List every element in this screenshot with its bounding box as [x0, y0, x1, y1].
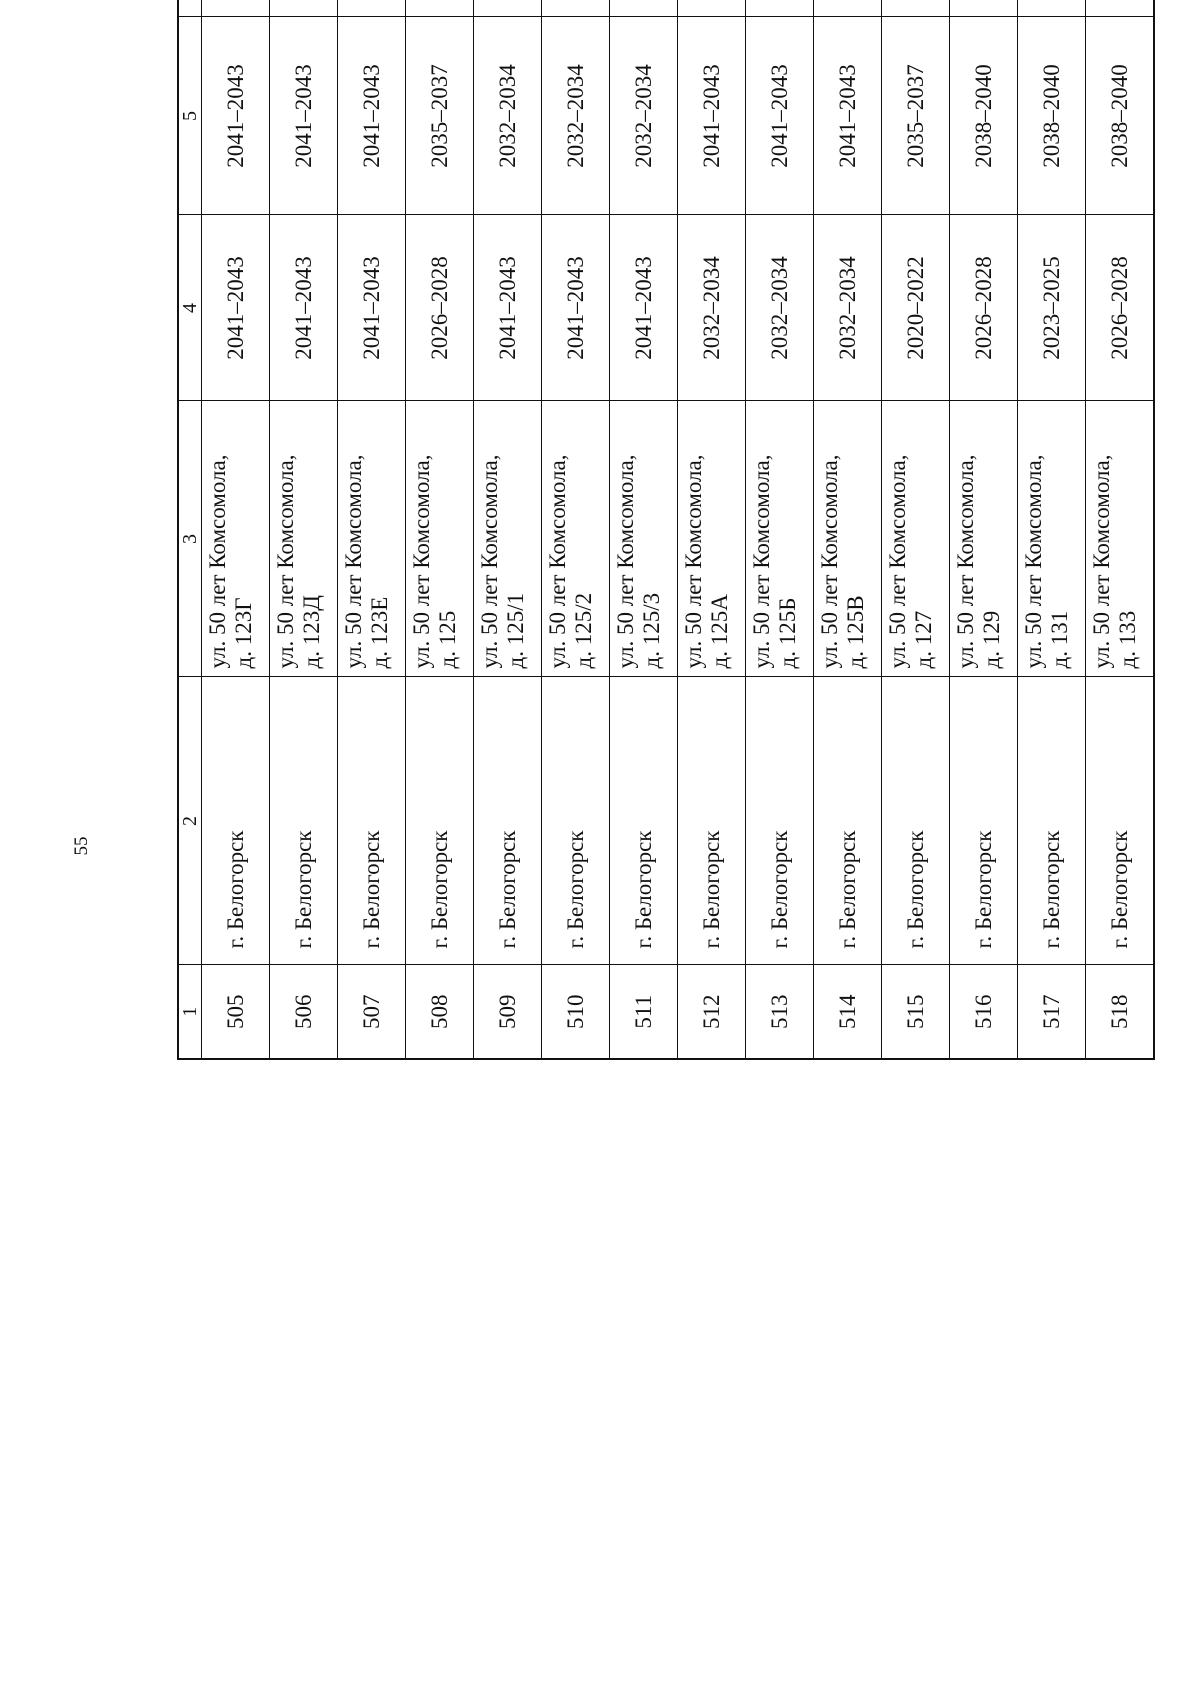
address-house: д. 125/1 — [503, 592, 528, 669]
address-house: д. 125/3 — [639, 592, 664, 669]
column-header — [178, 0, 202, 17]
period-cell-col6 — [406, 0, 474, 17]
city-cell: г. Белогорск — [338, 677, 406, 965]
address-cell — [338, 401, 406, 677]
period-cell-col4: 2041–2043 — [542, 215, 610, 401]
period-cell-col6 — [610, 0, 678, 17]
city-cell: г. Белогорск — [270, 677, 338, 965]
table-row — [270, 0, 338, 1059]
address-cell — [746, 401, 814, 677]
period-cell-col6 — [1018, 0, 1086, 17]
address-cell — [406, 401, 474, 677]
address-cell — [678, 401, 746, 677]
address-street: ул. 50 лет Комсомола, — [1089, 454, 1114, 669]
row-number-cell: 506 — [270, 965, 338, 1059]
period-cell-col5: 2041–2043 — [678, 17, 746, 215]
address-house: д. 131 — [1047, 610, 1072, 669]
row-number-cell: 505 — [202, 965, 270, 1059]
table-row — [542, 0, 610, 1059]
period-cell-col5: 2032–2034 — [610, 17, 678, 215]
column-header: 4 — [178, 215, 202, 401]
address-cell — [950, 401, 1018, 677]
address-street: ул. 50 лет Комсомола, — [341, 454, 366, 669]
period-cell-col6 — [1086, 0, 1155, 17]
row-number-cell: 515 — [882, 965, 950, 1059]
period-cell-col6 — [678, 0, 746, 17]
page-number: 55 — [71, 836, 92, 856]
period-cell-col5: 2038–2040 — [1018, 17, 1086, 215]
address-cell — [814, 401, 882, 677]
row-number-cell: 510 — [542, 965, 610, 1059]
period-cell-col4: 2026–2028 — [1086, 215, 1155, 401]
column-header: 1 — [178, 965, 202, 1059]
row-number-cell: 507 — [338, 965, 406, 1059]
row-number-cell: 508 — [406, 965, 474, 1059]
table-container — [177, 64, 1140, 1584]
address-street: ул. 50 лет Комсомола, — [1021, 454, 1046, 669]
column-header: 2 — [178, 677, 202, 965]
period-cell-col6 — [950, 0, 1018, 17]
period-cell-col6 — [746, 0, 814, 17]
period-cell-col6 — [338, 0, 406, 17]
city-cell: г. Белогорск — [882, 677, 950, 965]
period-cell-col6 — [270, 0, 338, 17]
period-cell-col4: 2020–2022 — [882, 215, 950, 401]
period-cell-col4: 2026–2028 — [406, 215, 474, 401]
address-street: ул. 50 лет Комсомола, — [545, 454, 570, 669]
city-cell: г. Белогорск — [950, 677, 1018, 965]
address-street: ул. 50 лет Комсомола, — [885, 454, 910, 669]
period-cell-col4: 2032–2034 — [746, 215, 814, 401]
period-cell-col4: 2041–2043 — [474, 215, 542, 401]
address-house: д. 125В — [843, 595, 868, 669]
address-house: д. 123Г — [231, 597, 256, 669]
table-row — [1086, 0, 1155, 1059]
city-cell: г. Белогорск — [542, 677, 610, 965]
address-house: д. 125 — [435, 610, 460, 669]
address-street: ул. 50 лет Комсомола, — [477, 454, 502, 669]
address-house: д. 127 — [911, 610, 936, 669]
table-row — [474, 0, 542, 1059]
period-cell-col6 — [474, 0, 542, 17]
row-number-cell: 513 — [746, 965, 814, 1059]
period-cell-col6 — [882, 0, 950, 17]
address-cell — [474, 401, 542, 677]
period-cell-col4: 2041–2043 — [610, 215, 678, 401]
table-row — [338, 0, 406, 1059]
period-cell-col4: 2041–2043 — [202, 215, 270, 401]
city-cell: г. Белогорск — [1086, 677, 1155, 965]
row-number-cell: 518 — [1086, 965, 1155, 1059]
period-cell-col4: 2041–2043 — [338, 215, 406, 401]
period-cell-col6 — [202, 0, 270, 17]
period-cell-col5: 2035–2037 — [882, 17, 950, 215]
period-cell-col4: 2026–2028 — [950, 215, 1018, 401]
address-cell — [1086, 401, 1155, 677]
city-cell: г. Белогорск — [1018, 677, 1086, 965]
header-row — [178, 0, 202, 1059]
table-row — [814, 0, 882, 1059]
address-street: ул. 50 лет Комсомола, — [613, 454, 638, 669]
row-number-cell: 514 — [814, 965, 882, 1059]
period-cell-col5: 2032–2034 — [474, 17, 542, 215]
period-cell-col5: 2038–2040 — [1086, 17, 1155, 215]
period-cell-col5: 2032–2034 — [542, 17, 610, 215]
period-cell-col4: 2041–2043 — [270, 215, 338, 401]
table-row — [1018, 0, 1086, 1059]
address-house: д. 129 — [979, 610, 1004, 669]
period-cell-col4: 2032–2034 — [814, 215, 882, 401]
city-cell: г. Белогорск — [814, 677, 882, 965]
table-row — [746, 0, 814, 1059]
row-number-cell: 511 — [610, 965, 678, 1059]
address-house: д. 133 — [1115, 610, 1140, 669]
table-row — [882, 0, 950, 1059]
period-cell-col4: 2032–2034 — [678, 215, 746, 401]
row-number-cell: 512 — [678, 965, 746, 1059]
period-cell-col5: 2038–2040 — [950, 17, 1018, 215]
table-row — [406, 0, 474, 1059]
table-row — [610, 0, 678, 1059]
address-cell — [1018, 401, 1086, 677]
city-cell: г. Белогорск — [406, 677, 474, 965]
address-house: д. 125А — [707, 594, 732, 669]
address-street: ул. 50 лет Комсомола, — [817, 454, 842, 669]
schedule-table — [177, 0, 1155, 1060]
address-cell — [270, 401, 338, 677]
period-cell-col5: 2041–2043 — [338, 17, 406, 215]
city-cell: г. Белогорск — [202, 677, 270, 965]
city-cell: г. Белогорск — [474, 677, 542, 965]
table-row — [202, 0, 270, 1059]
table-row — [678, 0, 746, 1059]
address-street: ул. 50 лет Комсомола, — [953, 454, 978, 669]
period-cell-col5: 2041–2043 — [270, 17, 338, 215]
period-cell-col5: 2041–2043 — [202, 17, 270, 215]
city-cell: г. Белогорск — [610, 677, 678, 965]
period-cell-col5: 2041–2043 — [814, 17, 882, 215]
address-street: ул. 50 лет Комсомола, — [205, 454, 230, 669]
row-number-cell: 516 — [950, 965, 1018, 1059]
row-number-cell: 517 — [1018, 965, 1086, 1059]
address-street: ул. 50 лет Комсомола, — [409, 454, 434, 669]
address-street: ул. 50 лет Комсомола, — [749, 454, 774, 669]
period-cell-col4: 2023–2025 — [1018, 215, 1086, 401]
period-cell-col6 — [542, 0, 610, 17]
address-cell — [610, 401, 678, 677]
city-cell: г. Белогорск — [746, 677, 814, 965]
period-cell-col5: 2041–2043 — [746, 17, 814, 215]
address-house: д. 123Е — [367, 596, 392, 669]
address-street: ул. 50 лет Комсомола, — [681, 454, 706, 669]
row-number-cell: 509 — [474, 965, 542, 1059]
address-house: д. 125Б — [775, 597, 800, 669]
address-house: д. 125/2 — [571, 592, 596, 669]
table-row — [950, 0, 1018, 1059]
address-street: ул. 50 лет Комсомола, — [273, 454, 298, 669]
period-cell-col6 — [814, 0, 882, 17]
period-cell-col5: 2035–2037 — [406, 17, 474, 215]
address-house: д. 123Д — [299, 595, 324, 669]
city-cell: г. Белогорск — [678, 677, 746, 965]
column-header: 3 — [178, 401, 202, 677]
address-cell — [202, 401, 270, 677]
column-header: 5 — [178, 17, 202, 215]
address-cell — [542, 401, 610, 677]
address-cell — [882, 401, 950, 677]
